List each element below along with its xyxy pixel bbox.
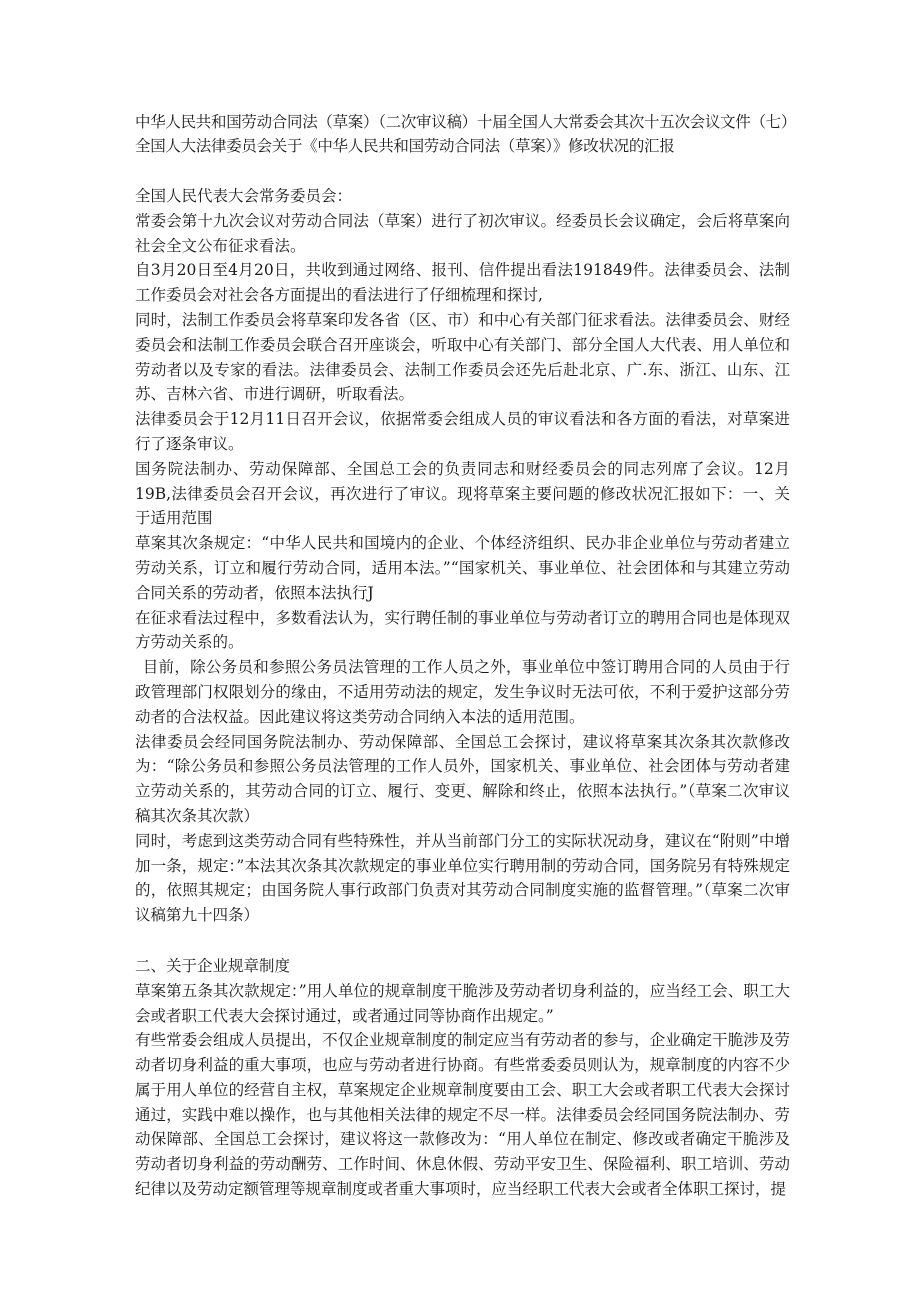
document-page bbox=[135, 110, 797, 1202]
body-paragraph: 常委会第十九次会议对劳动合同法（草案）进行了初次审议。经委员长会议确定，会后将草案向社会全文公布征求看法。 bbox=[135, 211, 790, 255]
body-paragraph: 目前，除公务员和参照公务员法管理的工作人员之外，事业单位中签订聘用合同的人员由于行政管理部门权限划分的缘由，不适用劳动法的规定，发生争议时无法可依，不利于爱护这部分劳动者的合法权益。因此建议将这类劳动合同纳入本法的适用范围。 bbox=[135, 658, 790, 726]
body-paragraph: 草案第五条其次款规定：”用人单位的规章制度干脆涉及劳动者切身利益的，应当经工会、职工大会或者职工代表大会探讨通过，或者通过同等协商作出规定。” bbox=[135, 981, 790, 1025]
document-titles bbox=[135, 110, 797, 158]
body-paragraph: 自3月20日至4月20日，共收到通过网络、报刊、信件提出看法191849件。法律委员会、法制工作委员会对社会各方面提出的看法进行了仔细梳理和探讨, bbox=[135, 261, 790, 305]
body-paragraph: 在征求看法过程中，多数看法认为，实行聘任制的事业单位与劳动者订立的聘用合同也是体现双方劳动关系的。 bbox=[135, 608, 790, 652]
document-title-line-1: 中华人民共和国劳动合同法（草案）（二次审议稿）十届全国人大常委会其次十五次会议文件（七） bbox=[135, 113, 797, 131]
document-body bbox=[135, 184, 790, 1202]
body-paragraph: 同时，法制工作委员会将草案印发各省（区、市）和中心有关部门征求看法。法律委员会、财经委员会和法制工作委员会联合召开座谈会，听取中心有关部门、部分全国人大代表、用人单位和劳动者以及专家的看法。法律委员会、法制工作委员会还先后赴北京、广.东、浙江、山东、江苏、吉林六省、市进行调研，听取看法。 bbox=[135, 310, 790, 404]
body-paragraph: 草案其次条规定：“中华人民共和国境内的企业、个体经济组织、民办非企业单位与劳动者建立劳动关系，订立和履行劳动合同，适用本法。”“国家机关、事业单位、社会团体和与其建立劳动合同关系的劳动者，依照本法执行J bbox=[135, 534, 790, 602]
body-paragraph: 法律委员会于12月11日召开会议，依据常委会组成人员的审议看法和各方面的看法，对草案进行了逐条审议。 bbox=[135, 410, 790, 453]
section-heading: 二、关于企业规章制度 bbox=[135, 956, 291, 975]
document-title-line-2: 全国人大法律委员会关于《中华人民共和国劳动合同法（草案）》修改状况的汇报 bbox=[135, 137, 675, 155]
salutation: 全国人民代表大会常务委员会： bbox=[135, 187, 353, 205]
body-paragraph: 法律委员会经同国务院法制办、劳动保障部、全国总工会探讨，建议将草案其次条其次款修改为：“除公务员和参照公务员法管理的工作人员外，国家机关、事业单位、社会团体与劳动者建立劳动关系的，其劳动合同的订立、履行、变更、解除和终止，依照本法执行。”（草案二次审议稿其次条其次款） bbox=[135, 732, 790, 825]
body-paragraph: 国务院法制办、劳动保障部、全国总工会的负责同志和财经委员会的同志列席了会议。12月19B,法律委员会召开会议，再次进行了审议。现将草案主要问题的修改状况汇报如下：一、关于适用范围 bbox=[135, 459, 790, 528]
body-paragraph: 有些常委会组成人员提出，不仅企业规章制度的制定应当有劳动者的参与，企业确定干脆涉及劳动者切身利益的重大事项，也应与劳动者进行协商。有些常委委员则认为，规章制度的内容不少属于用人单位的经营自主权，草案规定企业规章制度要由工会、职工大会或者职工代表大会探讨通过，实践中难以操作，也与其他相关法律的规定不尽一样。法律委员会经同国务院法制办、劳动保障部、全国总工会探讨，建议将这一款修改为：“用人单位在制定、修改或者确定干脆涉及劳动者切身利益的劳动酬劳、工作时间、休息休假、劳动平安卫生、保险福利、职工培训、劳动纪律以及劳动定额管理等规章制度或者重大事项时，应当经职工代表大会或者全体职工探讨，提 bbox=[135, 1031, 790, 1199]
body-paragraph: 同时，考虑到这类劳动合同有些特殊性，并从当前部门分工的实际状况动身，建议在“附则”中增加一条，规定：”本法其次条其次款规定的事业单位实行聘用制的劳动合同，国务院另有特殊规定的，依照其规定；由国务院人事行政部门负责对其劳动合同制度实施的监督管理。”（草案二次审议稿第九十四条） bbox=[135, 831, 790, 925]
